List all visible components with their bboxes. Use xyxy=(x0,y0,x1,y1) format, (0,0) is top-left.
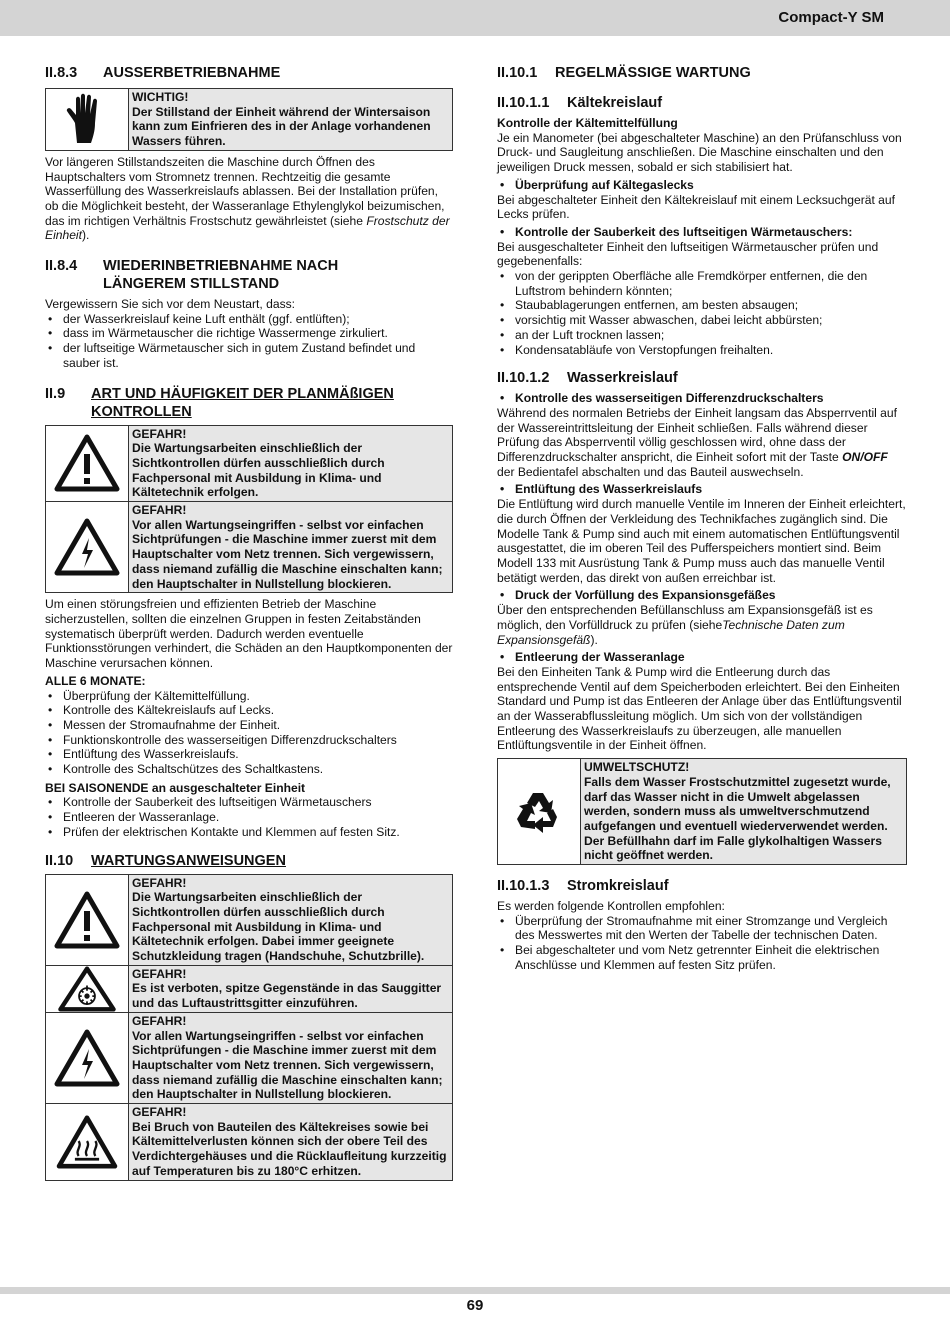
paragraph: Die Entlüftung wird durch manuelle Ventile im Inneren der Einheit erleichtert, die durch Öffnen der Verkleidung des Technikfaches zugänglich sind. Die Modelle Tank & Pump sind auch mit einem automatischen Entlüftungsventil ausgestattet, die im oberen Teil des Pufferspeichers montiert sind. Beim Modell 133 mit Ausrüstung Tank & Pump muss auch das manuelle Ventil betätigt werden, das direkt von außen erreichbar ist. xyxy=(497,497,906,585)
hand-stop-icon xyxy=(46,89,129,150)
list-item: • Messen der Stromaufnahme der Einheit. xyxy=(45,718,453,733)
bullet-list xyxy=(45,312,453,371)
right-column xyxy=(497,64,907,973)
bullet-list xyxy=(497,225,907,240)
item-heading: Kontrolle der Kältemittelfüllung xyxy=(497,116,678,130)
bullet-list xyxy=(497,482,907,497)
danger-text: Es ist verboten, spitze Gegenstände in das Sauggitter und das Luftaustrittsgitter einzuführen. xyxy=(132,981,442,1011)
section-title: ART UND HÄUFIGKEIT DER PLANMÄßIGEN xyxy=(91,385,394,402)
warning-head: WICHTIG! xyxy=(132,90,189,104)
section-heading xyxy=(45,64,453,82)
recycling-icon xyxy=(498,759,581,864)
list-item: • Entlüftung des Wasserkreislaufs. xyxy=(45,747,453,762)
item-heading: • Druck der Vorfüllung des Expansionsgefäßes xyxy=(497,588,907,603)
paragraph: Bei den Einheiten Tank & Pump wird die Entleerung durch das entsprechende Ventil auf dem Speicherboden erleichtert. Bei den Einheiten Standard und Pump ist das Entleeren der Anlage über das Entlüftungsventil an der Wasserabflussleitung möglich. Um sich von der vollständigen Entleerung des Wasserkreislaufs zu überzeugen, alle manuellen Entlüftungsventile in der Einheit öffnen. xyxy=(497,664,902,753)
list-item: • vorsichtig mit Wasser abwaschen, dabei leicht abbürsten; xyxy=(497,313,907,328)
list-item: • dass im Wärmetauscher die richtige Wassermenge zirkuliert. xyxy=(45,326,453,341)
danger-text: Vor allen Wartungseingriffen - selbst vor einfachen Sichtprüfungen - die Maschine immer zuerst mit dem Hauptschalter vom Netz trennen. Sich vergewissern, dass niemand zufällig die Maschine einschalten kann; den Hauptschalter in Nullstellung blockieren. xyxy=(132,1028,443,1102)
danger-box xyxy=(45,874,453,966)
item-heading: • Entleerung der Wasseranlage xyxy=(497,650,907,665)
warning-box xyxy=(45,88,453,151)
bullet-list xyxy=(497,588,907,603)
warning-triangle-icon xyxy=(46,426,129,502)
danger-box xyxy=(45,966,453,1013)
section-title: Kältekreislauf xyxy=(567,95,663,111)
list-item: • Kontrolle des Kältekreislaufs auf Lecks. xyxy=(45,703,453,718)
danger-head: GEFAHR! xyxy=(132,503,187,518)
list-item: • Überprüfung der Stromaufnahme mit einer Stromzange und Vergleich des Messwertes mit den Werten der Tabelle der technischen Daten. xyxy=(497,914,907,943)
environment-head: UMWELTSCHUTZ! xyxy=(584,760,690,775)
item-heading: • Kontrolle des wasserseitigen Differenzdruckschalters xyxy=(497,391,907,406)
section-number: II.9 xyxy=(45,385,66,402)
danger-head: GEFAHR! xyxy=(132,1105,187,1120)
danger-box xyxy=(45,1013,453,1104)
subsection-heading xyxy=(497,94,907,112)
left-column xyxy=(45,64,453,1181)
danger-text: Die Wartungsarbeiten einschließlich der Sichtkontrollen dürfen ausschließlich durch Fachpersonal mit Ausbildung in Klima- und Kältetechnik erfolgen. Dabei immer geeignete Schutzkleidung tragen (Handschuhe, Schutzbrille). xyxy=(132,890,425,964)
warning-triangle-icon xyxy=(46,875,129,965)
list-item: • Entleeren der Wasseranlage. xyxy=(45,810,453,825)
reference-link: Frostschutz der Einheit xyxy=(45,213,450,243)
fan-hazard-icon xyxy=(46,966,129,1012)
danger-head: GEFAHR! xyxy=(132,966,187,981)
reference-link: Technische Daten zum Expansionsgefäß xyxy=(497,617,845,647)
bullet-list xyxy=(497,914,907,973)
section-title: WIEDERINBETRIEBNAHME NACH xyxy=(103,258,339,275)
section-title: AUSSERBETRIEBNAHME xyxy=(103,65,281,81)
danger-text: Die Wartungsarbeiten einschließlich der Sichtkontrollen dürfen ausschließlich durch Fachpersonal mit Ausbildung in Klima- und Kältetechnik erfolgen. xyxy=(132,441,385,500)
list-item: • Staubablagerungen entfernen, am besten absaugen; xyxy=(497,298,907,313)
list-item: • der luftseitige Wärmetauscher sich in gutem Zustand befindet und sauber ist. xyxy=(45,341,453,370)
paragraph: Um einen störungsfreien und effizienten Betrieb der Maschine sicherzustellen, sollten die einzelnen Gruppen in festen Zeitabständen systematisch überprüft werden. Dadurch werden eventuelle Funktionsstörungen verhindert, die Schäden an den Hauptkomponenten der Maschine verursachen können. xyxy=(45,597,453,671)
bullet-list xyxy=(45,689,453,777)
paragraph: Vergewissern Sie sich vor dem Neustart, dass: xyxy=(45,297,296,312)
danger-box xyxy=(45,502,453,593)
section-number: II.10.1.2 xyxy=(497,370,550,387)
list-item: • Prüfen der elektrischen Kontakte und Klemmen auf festen Sitz. xyxy=(45,825,453,840)
section-title: WARTUNGSANWEISUNGEN xyxy=(91,852,286,869)
section-number: II.10.1.3 xyxy=(497,878,550,895)
header-bar xyxy=(0,0,950,36)
item-heading: • Überprüfung auf Kältegaslecks xyxy=(497,178,907,193)
subsection-heading xyxy=(497,369,907,387)
section-title: Stromkreislauf xyxy=(567,878,669,895)
subsection-heading xyxy=(497,877,907,895)
paragraph: Es werden folgende Kontrollen empfohlen: xyxy=(497,899,725,914)
list-heading: BEI SAISONENDE an ausgeschalteter Einheit xyxy=(45,780,306,795)
danger-head: GEFAHR! xyxy=(132,426,187,441)
bullet-list xyxy=(497,391,907,406)
section-heading xyxy=(45,852,453,870)
bullet-list xyxy=(497,269,907,357)
list-item: • an der Luft trocknen lassen; xyxy=(497,328,907,343)
page-number: 69 xyxy=(466,1297,484,1314)
section-heading xyxy=(497,64,907,82)
list-item: • der Wasserkreislauf keine Luft enthält (ggf. entlüften); xyxy=(45,312,453,327)
onoff-key-label: ON/OFF xyxy=(842,450,888,465)
paragraph: Während des normalen Betriebs der Einheit langsam das Absperrventil auf der Wassereintrittsleitung der Einheit schließen. Falls während dieser Prüfung das Absperrventil völlig geschlossen wird, ohne dass der Differenzdruckschalter anspricht, die Einheit sofort mit der Taste ON/OFF der Bedientafel abschalten und das Bauteil auswechseln. xyxy=(497,405,897,479)
section-title: Wasserkreislauf xyxy=(567,370,678,387)
list-item: • Überprüfung der Kältemittelfüllung. xyxy=(45,689,453,704)
list-item: • Bei abgeschalteter und vom Netz getrennter Einheit die elektrischen Anschlüsse und Klemmen auf festen Sitz prüfen. xyxy=(497,943,907,972)
electric-hazard-icon xyxy=(46,502,129,592)
item-heading: • Kontrolle der Sauberkeit des luftseitigen Wärmetauschers: xyxy=(497,225,907,240)
electric-hazard-icon xyxy=(46,1013,129,1103)
environment-box xyxy=(497,758,907,865)
section-number: II.10 xyxy=(45,852,74,869)
bullet-list xyxy=(497,650,907,665)
hot-surface-icon xyxy=(46,1104,129,1180)
section-heading xyxy=(45,257,453,293)
section-number: II.10.1.1 xyxy=(497,95,550,111)
list-heading: ALLE 6 MONATE: xyxy=(45,673,146,688)
paragraph: Vor längeren Stillstandszeiten die Maschine durch Öffnen des Hauptschalters vom Stromnetz trennen. Rechtzeitig die gesamte Wasserfüllung des Wasserkreislaufs ablassen. Bei der Installation prüfen, ob die Möglichkeit besteht, der Wasseranlage Ethylenglykol beizumischen, das im richtigen Verhältnis Frostschutz gewährleistet (siehe Frostschutz der Einheit). xyxy=(45,154,450,243)
warning-text: Der Stillstand der Einheit während der Wintersaison kann zum Einfrieren des in der Anlage vorhandenen Wassers führen. xyxy=(132,104,431,149)
environment-text: Falls dem Wasser Frostschutzmittel zugesetzt wurde, darf das Wasser nicht in die Umwelt abgelassen werden, sondern muss als umweltverschmutzend aufgefangen und eventuell wiederverwendet werden. Der Befüllhahn darf im Falle glykolhaltigen Wassers nicht geöffnet werden. xyxy=(584,774,891,863)
section-number: II.8.3 xyxy=(45,65,78,81)
section-title: LÄNGEREM STILLSTAND xyxy=(103,276,280,293)
danger-text: Vor allen Wartungseingriffen - selbst vor einfachen Sichtprüfungen - die Maschine immer zuerst mit dem Hauptschalter vom Netz trennen. Sich vergewissern, dass niemand zufällig die Maschine einschalten kann; den Hauptschalter in Nullstellung blockieren. xyxy=(132,517,443,591)
list-item: • Funktionskontrolle des wasserseitigen Differenzdruckschalters xyxy=(45,733,453,748)
list-item: • Kontrolle der Sauberkeit des luftseitigen Wärmetauschers xyxy=(45,795,453,810)
paragraph: Über den entsprechenden Befüllanschluss am Expansionsgefäß ist es möglich, den Vorfülldruck zu prüfen (sieheTechnische Daten zum Expansionsgefäß). xyxy=(497,603,873,647)
paragraph: Je ein Manometer (bei abgeschalteter Maschine) an den Prüfanschluss von Druck- und Saugleitung anschließen. Die Maschine einschalten und den jeweiligen Druck messen, sobald er sich stabilisiert hat. xyxy=(497,130,902,175)
item-heading: • Entlüftung des Wasserkreislaufs xyxy=(497,482,907,497)
section-number: II.8.4 xyxy=(45,258,78,275)
section-title: KONTROLLEN xyxy=(91,403,192,420)
section-title: REGELMÄSSIGE WARTUNG xyxy=(555,65,751,81)
paragraph: Bei abgeschalteter Einheit den Kältekreislauf mit einem Lecksuchgerät auf Lecks prüfen. xyxy=(497,192,895,222)
section-number: II.10.1 xyxy=(497,65,538,81)
danger-box xyxy=(45,1104,453,1181)
list-item: • von der gerippten Oberfläche alle Fremdkörper entfernen, die den Luftstrom behindern könnten; xyxy=(497,269,907,298)
bullet-list xyxy=(45,795,453,839)
paragraph: Bei ausgeschalteter Einheit den luftseitigen Wärmetauscher prüfen und gegebenenfalls: xyxy=(497,239,879,269)
section-heading xyxy=(45,385,453,421)
footer-bar xyxy=(0,1287,950,1294)
list-item: • Kontrolle des Schaltschützes des Schaltkastens. xyxy=(45,762,453,777)
danger-head: GEFAHR! xyxy=(132,1013,187,1028)
bullet-list xyxy=(497,178,907,193)
danger-head: GEFAHR! xyxy=(132,875,187,890)
danger-box xyxy=(45,425,453,503)
danger-text: Bei Bruch von Bauteilen des Kältekreises sowie bei Kältemittelverlusten können sich der obere Teil des Verdichtergehäuses und die Rücklaufleitung kurzzeitig auf Temperaturen bis zu 180°C erhitzen. xyxy=(132,1119,447,1178)
document-title: Compact-Y SM xyxy=(778,9,884,26)
list-item: • Kondensatabläufe von Verstopfungen freihalten. xyxy=(497,343,907,358)
